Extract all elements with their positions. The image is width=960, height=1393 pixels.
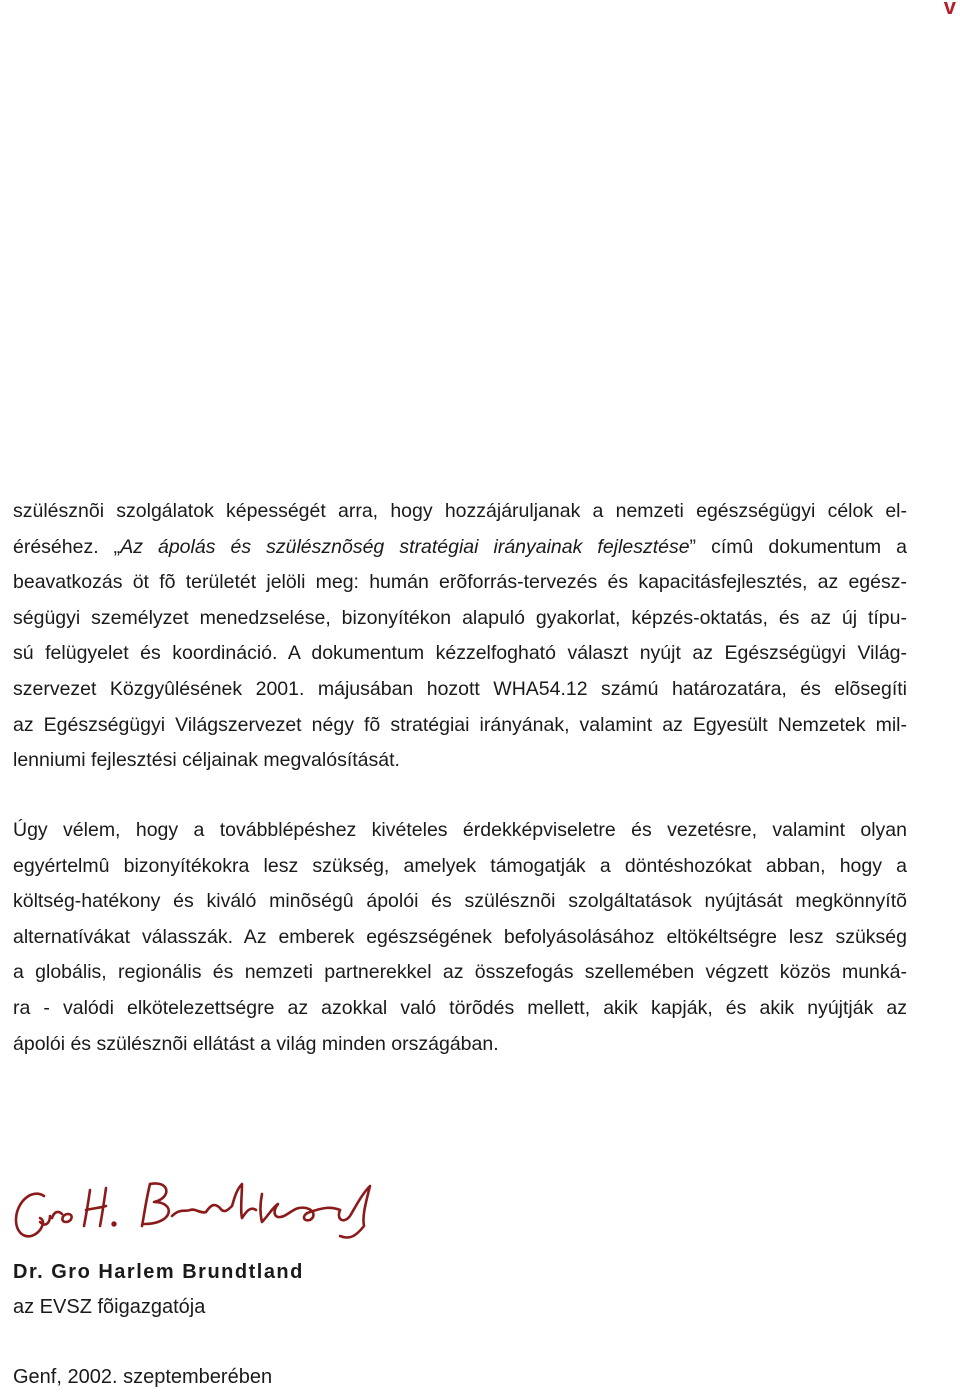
document-title: Az ápolás és szülésznõség stratégiai irányainak fejlesztése	[120, 535, 690, 558]
paragraph-1-line: lenniumi fejlesztési céljainak megvalósítását.	[13, 749, 400, 772]
text-fragment: ” címû dokumentum a	[689, 535, 907, 558]
paragraph-2-line: egyértelmû bizonyítékokra lesz szükség, amelyek támogatják a döntéshozókat abban, hogy a	[13, 854, 907, 877]
paragraph-2-line: ra - valódi elkötelezettségre az azokkal való törõdés mellett, akik kapják, és akik nyújtják az	[13, 996, 907, 1019]
paragraph-2-line: ápolói és szülésznõi ellátást a világ minden országában.	[13, 1032, 499, 1055]
text-fragment: éréséhez. „	[13, 535, 121, 558]
paragraph-1-line	[13, 530, 907, 566]
paragraph-2-line: alternatívákat válasszák. Az emberek egészségének befolyásolásához eltökéltségre lesz szükség	[13, 925, 907, 948]
paragraph-1	[13, 494, 907, 779]
paragraph-2-line: Úgy vélem, hogy a továbblépéshez kivételes érdekképviseletre és vezetésre, valamint olyan	[13, 819, 907, 841]
paragraph-2-line: a globális, regionális és nemzeti partnerekkel az összefogás szellemében végzett közös munká-	[13, 961, 907, 984]
signer-name: Dr. Gro Harlem Brundtland	[13, 1261, 304, 1283]
paragraph-1-line: szülésznõi szolgálatok képességét arra, hogy hozzájáruljanak a nemzeti egészségügyi célok el-	[13, 500, 907, 522]
place-date: Genf, 2002. szeptemberében	[13, 1366, 273, 1388]
paragraph-1-line: az Egészségügyi Világszervezet négy fõ stratégiai irányának, valamint az Egyesült Nemzetek mil-	[13, 713, 907, 736]
paragraph-2-line: költség-hatékony és kiváló minõségû ápolói és szülésznõi szolgáltatások nyújtását megkönnyítõ	[13, 890, 907, 913]
handwritten-signature	[10, 1176, 378, 1248]
paragraph-1-line: sú felügyelet és koordináció. A dokumentum kézzelfogható választ nyújt az Egészségügyi Világ-	[13, 642, 907, 665]
paragraph-2	[13, 813, 907, 1062]
paragraph-1-line: szervezet Közgyûlésének 2001. májusában hozott WHA54.12 számú határozatára, és elõsegíti	[13, 677, 907, 700]
paragraph-1-line: ségügyi személyzet menedzselése, bizonyítékon alapuló gyakorlat, képzés-oktatás, és az új típu-	[13, 606, 907, 629]
signer-title: az EVSZ fõigazgatója	[13, 1296, 206, 1318]
page-mark: v	[943, 0, 956, 19]
paragraph-1-line: beavatkozás öt fõ területét jelöli meg: humán erõforrás-tervezés és kapacitásfejlesztés, az egész-	[13, 571, 907, 594]
